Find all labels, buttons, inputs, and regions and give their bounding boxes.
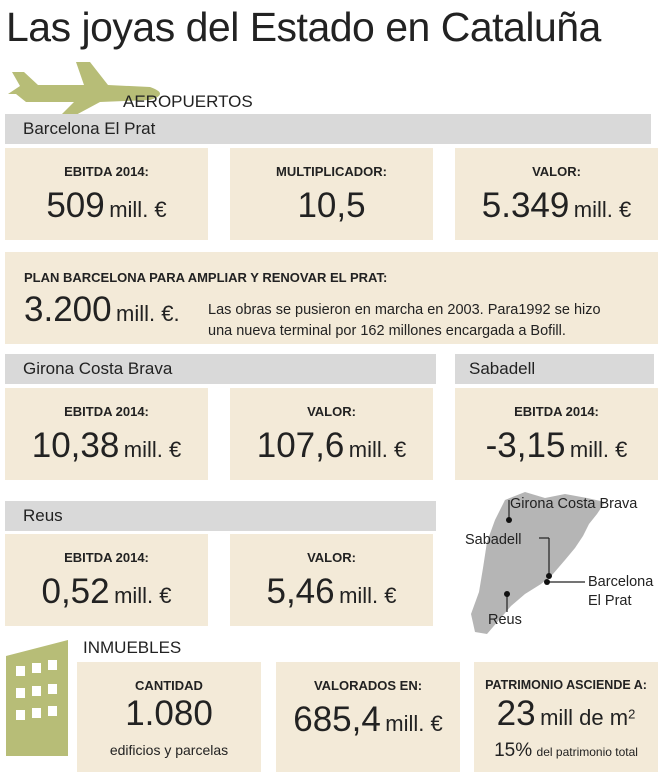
barcelona-bar: Barcelona El Prat [5, 114, 651, 144]
ebitda-value: 0,52 [41, 572, 110, 611]
reus-valor-box [230, 534, 433, 626]
plan-value-group [24, 290, 180, 330]
valor-unit: mill. € [348, 437, 407, 462]
girona-valor-box [230, 388, 433, 480]
ebitda-value-group [5, 426, 208, 466]
map-label-sabadell: Sabadell [465, 532, 522, 548]
barcelona-marker [544, 579, 550, 585]
multiplier-value: 10,5 [297, 186, 366, 225]
valorados-value-group [276, 700, 460, 740]
plan-description-line: una nueva terminal por 162 millones encargada a Bofill. [208, 323, 566, 339]
patrimonio-pct: 15% [494, 740, 533, 761]
ebitda-value: 10,38 [31, 426, 120, 465]
barcelona-valor-box [455, 148, 658, 240]
patrimonio-value-group [474, 694, 658, 734]
ebitda-label: EBITDA 2014: [64, 404, 149, 419]
cantidad-value-group [77, 694, 261, 734]
cantidad-subtext: edificios y parcelas [109, 742, 229, 758]
ebitda-unit: mill. € [114, 583, 172, 608]
ebitda-unit: mill. € [109, 197, 167, 222]
barcelona-ebitda-box [5, 148, 208, 240]
reus-bar: Reus [5, 501, 436, 531]
valorados-box [276, 662, 460, 772]
ebitda-unit: mill. € [123, 437, 182, 462]
map-label-barcelona: Barcelona [588, 574, 654, 590]
patrimonio-unit-sup: 2 [628, 706, 636, 722]
cantidad-value: 1.080 [125, 694, 213, 733]
reus-marker [504, 591, 510, 597]
building-icon [6, 636, 68, 756]
valor-value-group [455, 186, 658, 226]
sabadell-ebitda-box [455, 388, 658, 480]
plan-description-line: Las obras se pusieron en marcha en 2003. Para1992 se hizo [208, 302, 601, 318]
valor-value-group [230, 426, 433, 466]
plan-description [208, 300, 601, 342]
valorados-unit: mill. € [385, 711, 443, 736]
barcelona-multiplier-box [230, 148, 433, 240]
patrimonio-unit: mill de m [540, 705, 629, 730]
valor-label: VALOR: [307, 404, 356, 419]
valor-label: VALOR: [307, 550, 356, 565]
patrimonio-pct-text: del patrimonio total [536, 745, 638, 759]
ebitda-value: -3,15 [485, 426, 566, 465]
cantidad-box [77, 662, 261, 772]
valor-value: 5.349 [481, 186, 570, 225]
plan-title: PLAN BARCELONA PARA AMPLIAR Y RENOVAR EL PRAT: [24, 270, 388, 285]
patrimonio-value: 23 [496, 694, 536, 733]
map-label-reus: Reus [488, 612, 522, 628]
ebitda-value: 509 [46, 186, 105, 225]
valorados-value: 685,4 [293, 700, 381, 739]
airports-section-label: AEROPUERTOS [123, 92, 253, 111]
girona-ebitda-box [5, 388, 208, 480]
valor-label: VALOR: [532, 164, 581, 179]
patrimonio-label: PATRIMONIO ASCIENDE A: [485, 678, 647, 692]
valor-unit: mill. € [339, 583, 397, 608]
valor-value: 107,6 [256, 426, 345, 465]
valor-unit: mill. € [573, 197, 632, 222]
ebitda-label: EBITDA 2014: [64, 164, 149, 179]
plan-unit: mill. €. [116, 301, 180, 326]
valor-value-group [230, 572, 433, 612]
map-label-el-prat: El Prat [588, 593, 632, 609]
valorados-label: VALORADOS EN: [313, 678, 423, 693]
ebitda-value-group [5, 186, 208, 226]
sabadell-marker [546, 573, 552, 579]
multiplier-value-group [230, 186, 433, 226]
girona-bar: Girona Costa Brava [5, 354, 436, 384]
valor-value: 5,46 [266, 572, 335, 611]
sabadell-bar: Sabadell [455, 354, 654, 384]
barcelona-plan-box [5, 252, 658, 344]
ebitda-value-group [5, 572, 208, 612]
reus-ebitda-box [5, 534, 208, 626]
patrimonio-pct-group [474, 740, 658, 762]
real-estate-section-label: INMUEBLES [83, 638, 182, 657]
girona-marker [506, 517, 512, 523]
plan-value: 3.200 [24, 290, 112, 329]
map-label-girona: Girona Costa Brava [510, 496, 638, 512]
page-title: Las joyas del Estado en Cataluña [6, 4, 601, 50]
patrimonio-box [474, 662, 658, 772]
ebitda-unit: mill. € [569, 437, 628, 462]
ebitda-label: EBITDA 2014: [514, 404, 599, 419]
ebitda-label: EBITDA 2014: [64, 550, 149, 565]
ebitda-value-group [455, 426, 658, 466]
multiplier-label: MULTIPLICADOR: [276, 164, 387, 179]
cantidad-label: CANTIDAD [135, 678, 203, 693]
